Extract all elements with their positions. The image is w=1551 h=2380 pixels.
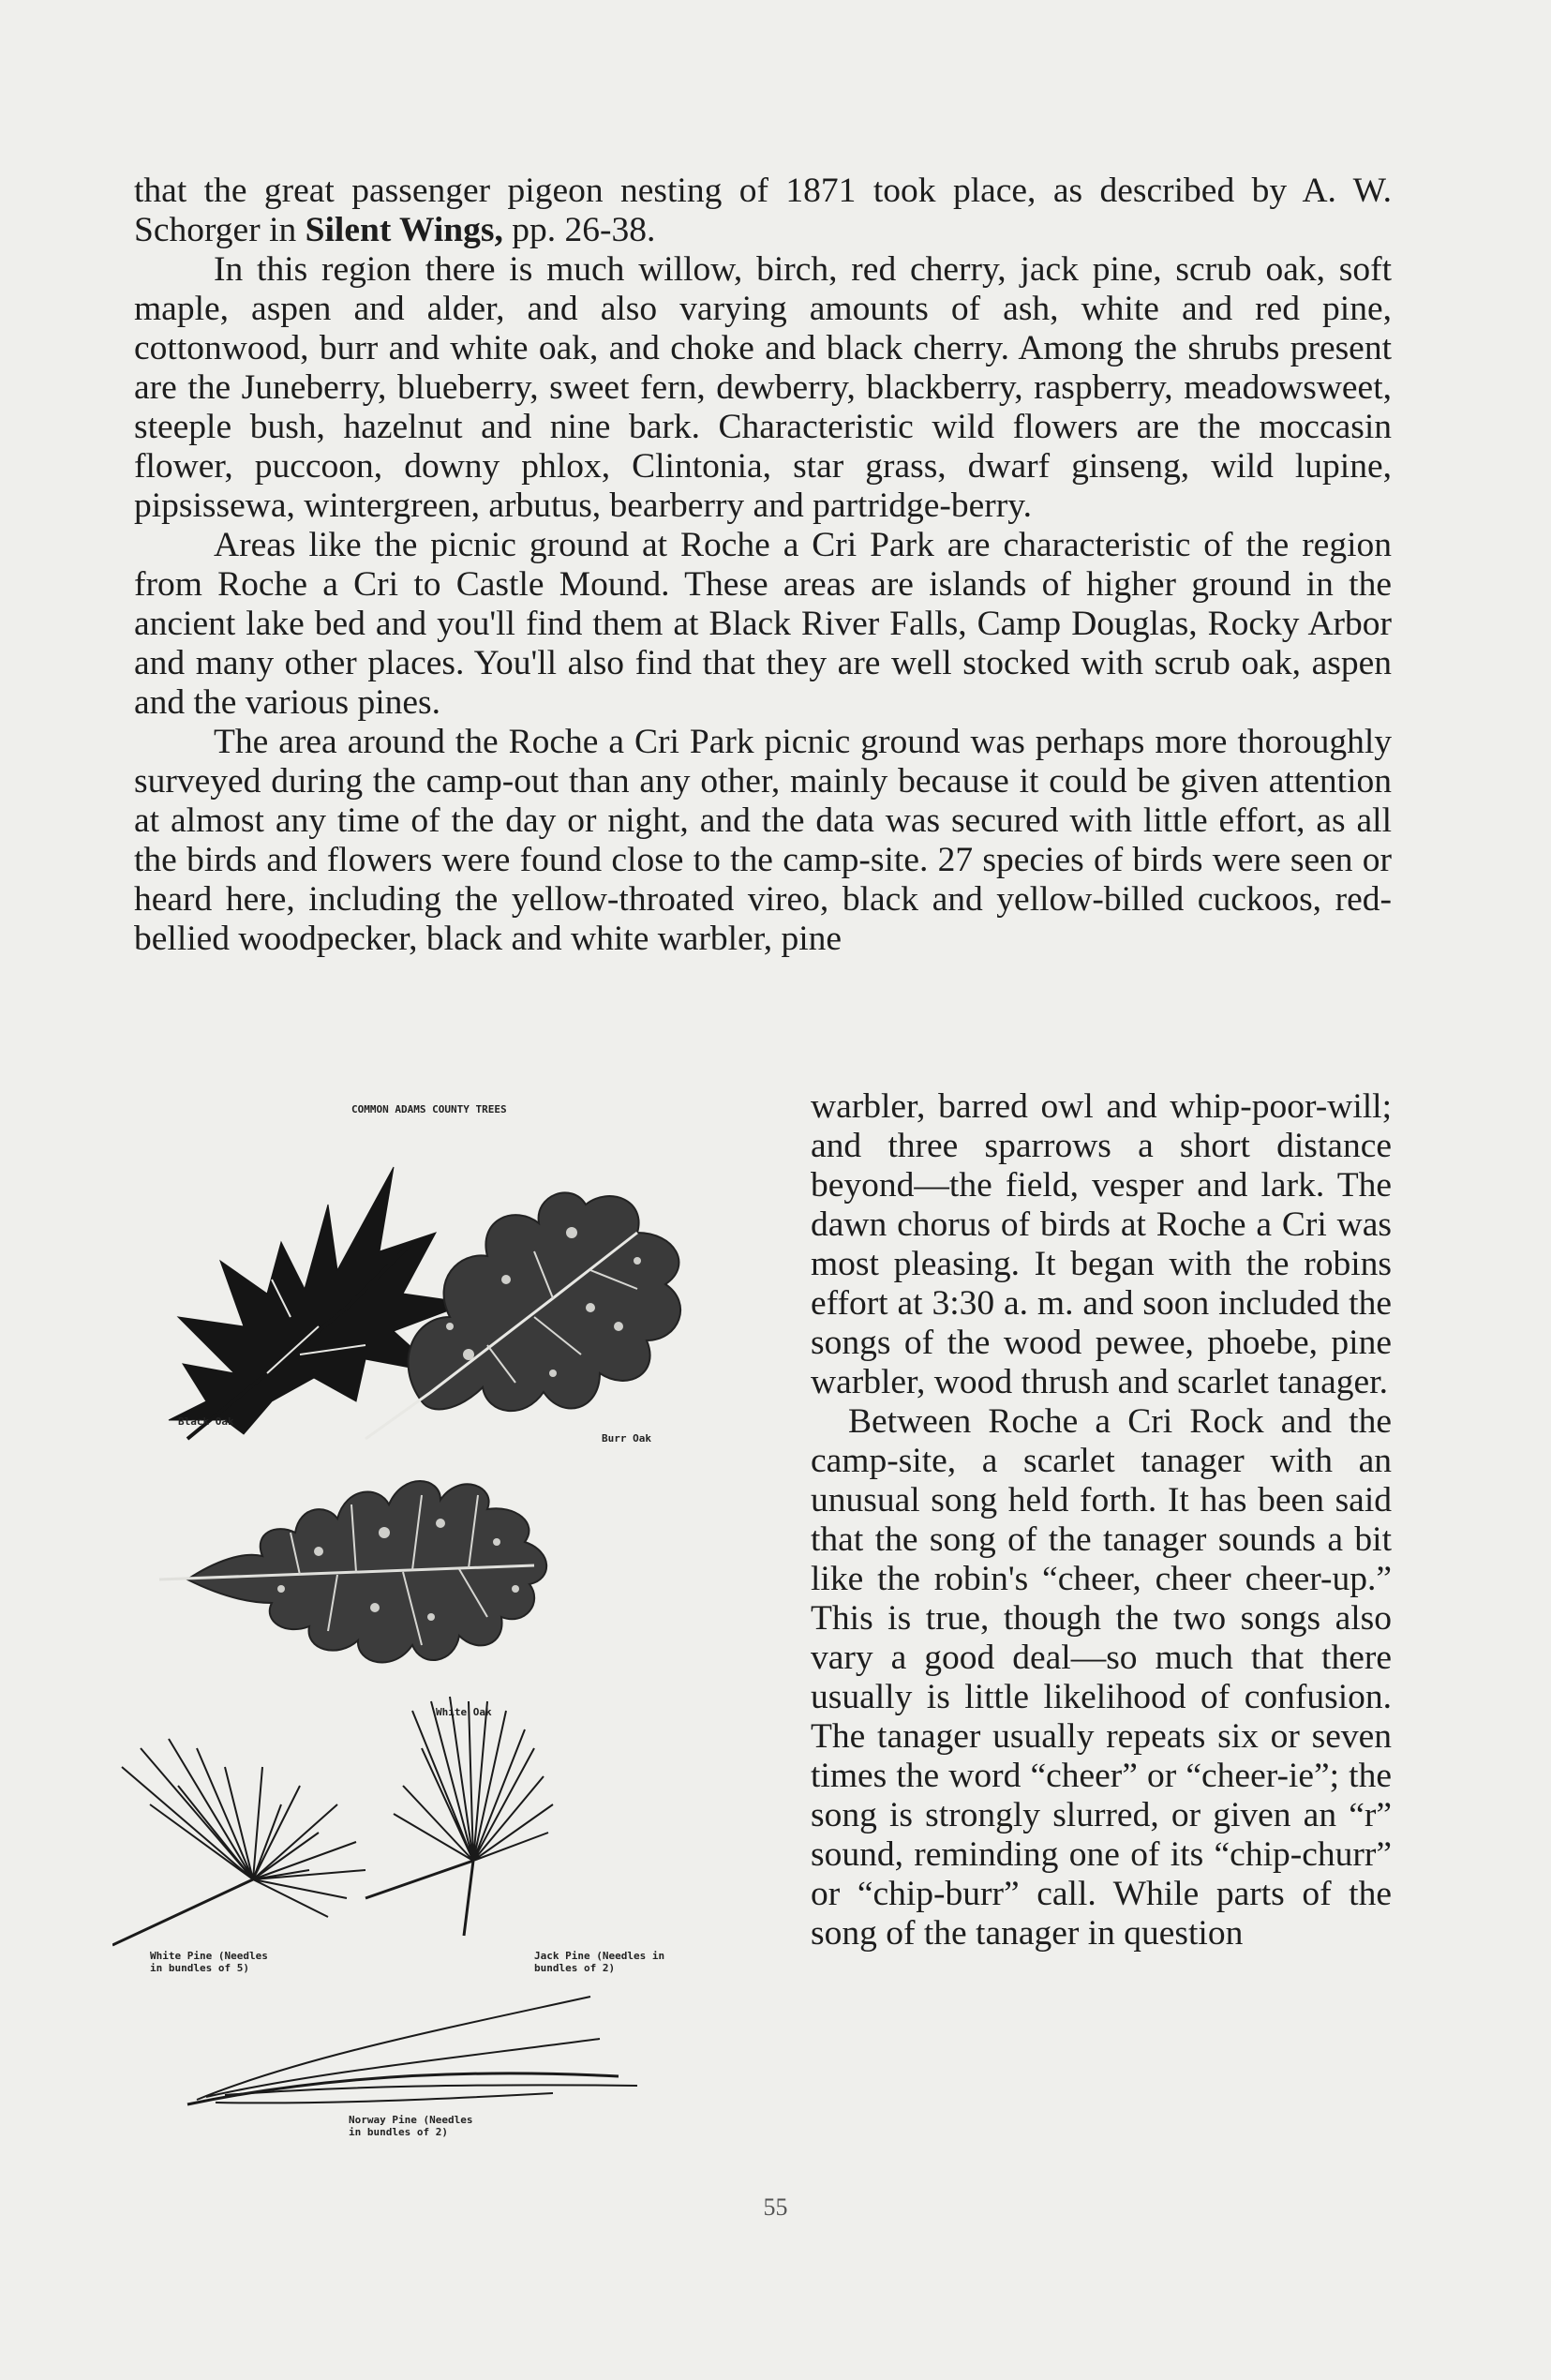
right-column-text [811,1087,1392,1953]
jack-pine-label: Jack Pine (Needles in bundles of 2) [534,1950,665,1974]
burr-oak-label: Burr Oak [602,1432,651,1444]
full-width-text [134,172,1392,959]
white-oak-label: White Oak [436,1706,492,1718]
white-pine-label: White Pine (Needles in bundles of 5) [150,1950,268,1974]
leaf-prints-illustration [112,1092,787,2193]
paragraph-3: Areas like the picnic ground at Roche a Cri Park are characteristic of the region from Roche a Cri to Castle Mound. These areas are islands of higher ground in the ancient lake bed and you'll find them at Black River Falls, Camp Douglas, Rocky Arbor and many other places. You'll also find that they are well stocked with scrub oak, aspen and the various pines. [134,526,1392,722]
norway-pine-label: Norway Pine (Needles in bundles of 2) [349,2114,473,2138]
paragraph-4: The area around the Roche a Cri Park picnic ground was perhaps more thoroughly surveyed during the camp-out than any other, mainly because it could be given attention at almost any time of the day or night, and the data was secured with little effort, as all the birds and flowers were found close to the camp-site. 27 species of birds were seen or heard here, including the yellow-throated vireo, black and yellow-billed cuckoos, red-bellied woodpecker, black and white warbler, pine [134,723,1392,958]
white-oak-leaf [159,1481,546,1663]
page-number: 55 [763,2193,788,2221]
paragraph-1 [134,172,1392,250]
figure-title: COMMON ADAMS COUNTY TREES [351,1103,507,1115]
leaf-print-figure [112,1092,787,2193]
jack-pine-branch [365,1697,553,1936]
paragraph-4-continued: warbler, barred owl and whip-poor-will; and three sparrows a short distance beyond—the field, vesper and lark. The dawn chorus of birds at Roche a Cri was most pleasing. It began with the robins effort at 3:30 a. m. and soon included the songs of the wood pewee, phoebe, pine warbler, wood thrush and scarlet tanager. [811,1087,1392,1401]
white-pine-branch [112,1739,365,1945]
norway-pine-branch [187,1997,637,2104]
book-title: Silent Wings, [305,211,503,249]
paragraph-2: In this region there is much willow, birch, red cherry, jack pine, scrub oak, soft maple, aspen and alder, and also varying amounts of ash, white and red pine, cottonwood, burr and white oak, and choke and black cherry. Among the shrubs present are the Juneberry, blueberry, sweet fern, dewberry, blackberry, raspberry, meadowsweet, steeple bush, hazelnut and nine bark. Characteristic wild flowers are the moccasin flower, puccoon, downy phlox, Clintonia, star grass, dwarf ginseng, wild lupine, pipsissewa, wintergreen, arbutus, bearberry and partridge-berry. [134,250,1392,525]
paragraph-1-text: that the great passenger pigeon nesting of 1871 took place, as described by A. W. Schorger in [134,172,1392,249]
paragraph-5: Between Roche a Cri Rock and the camp-site, a scarlet tanager with an unusual song held forth. It has been said that the song of the tanager sounds a bit like the robin's “cheer, cheer cheer-up.” This is true, though the two songs also vary a good deal—so much that there usually is little likelihood of confusion. The tanager usually repeats six or seven times the word “cheer” or “cheer-ie”; the song is strongly slurred, or given an “r” sound, reminding one of its “chip-churr” or “chip-burr” call. While parts of the song of the tanager in question [811,1402,1392,1953]
black-oak-label: Black Oak [178,1415,234,1428]
paragraph-1-pages: pp. 26-38. [502,211,656,249]
